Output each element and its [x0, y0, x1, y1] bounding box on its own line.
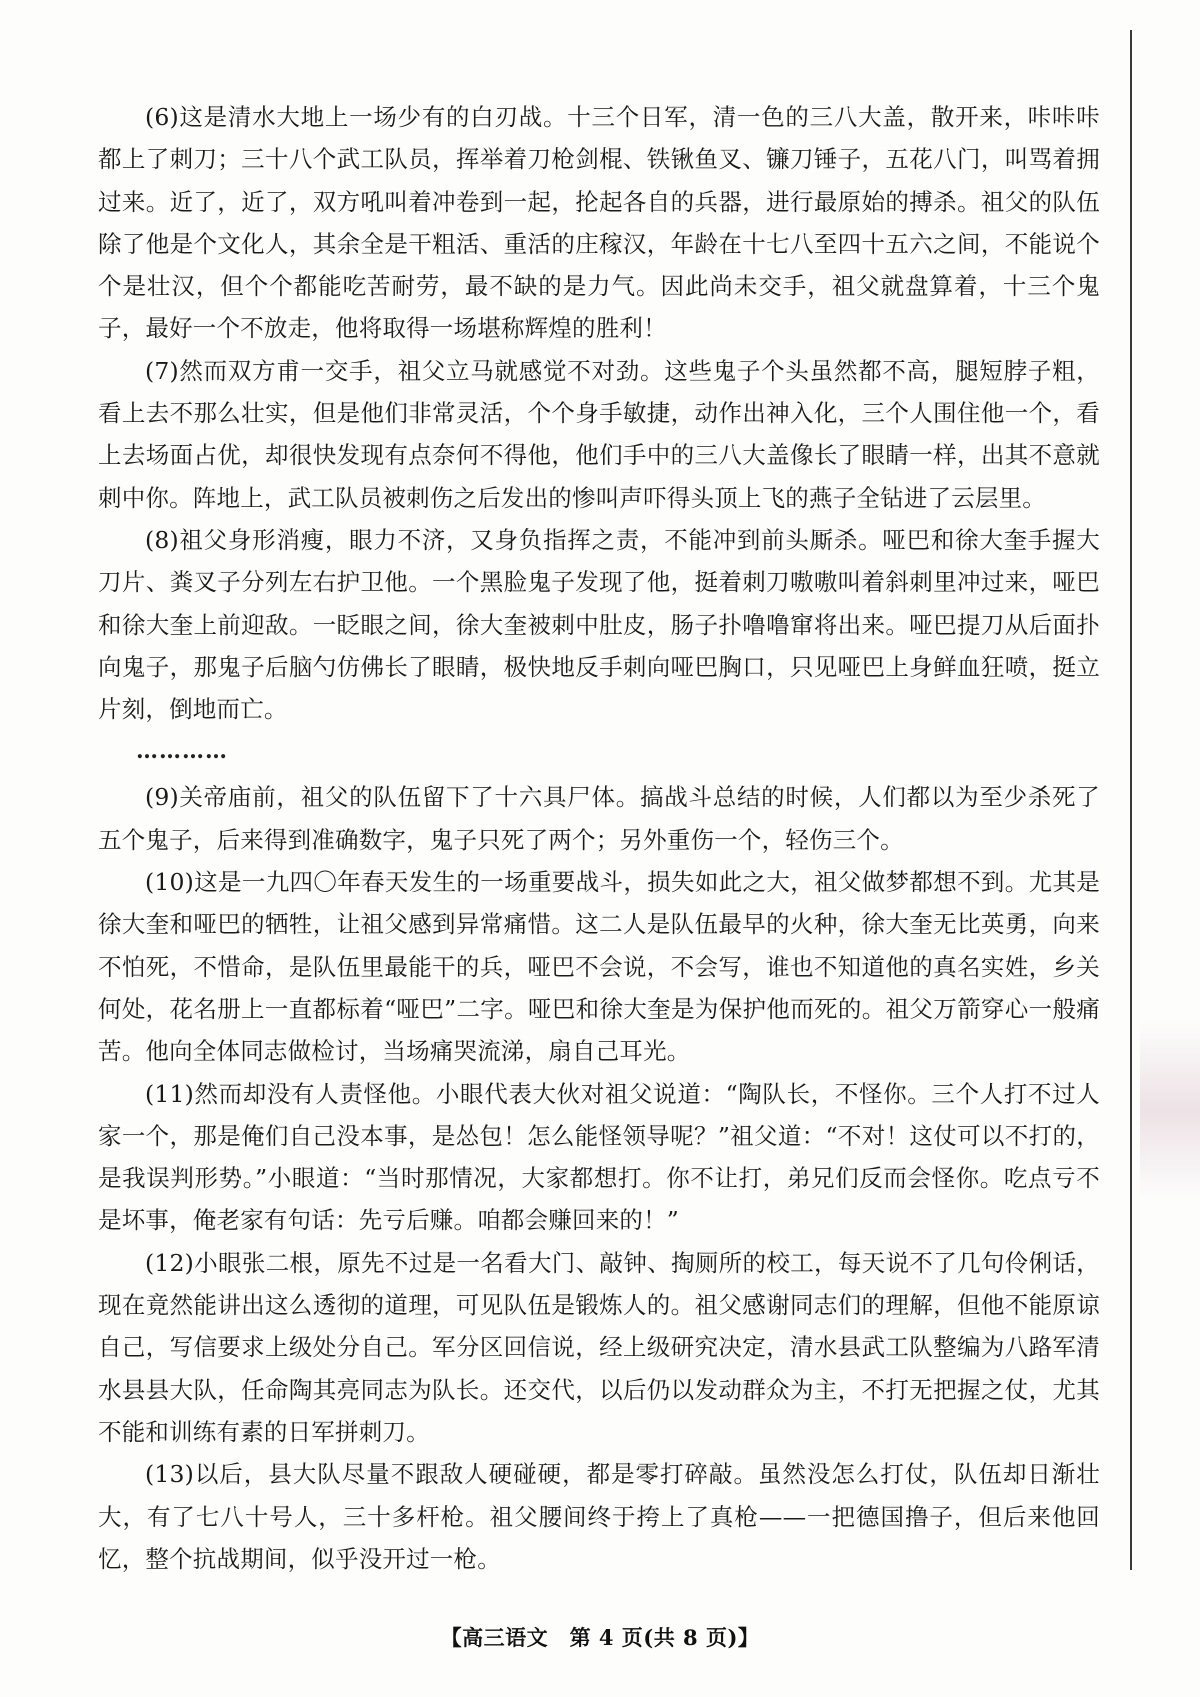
paragraph-7: (7)然而双方甫一交手，祖父立马就感觉不对劲。这些鬼子个头虽然都不高，腿短脖子粗，看上去不那么壮实，但是他们非常灵活，个个身手敏捷，动作出神入化，三个人围住他一个，看上去场面占优，却很快发现有点奈何不得他，他们手中的三八大盖像长了眼睛一样，出其不意就刺中你。阵地上，武工队员被刺伤之后发出的惨叫声吓得头顶上飞的燕子全钻进了云层里。 — [98, 356, 1100, 512]
scan-smudge — [1140, 1020, 1200, 1200]
paragraph-13: (13)以后，县大队尽量不跟敌人硬碰硬，都是零打碎敲。虽然没怎么打仗，队伍却日渐壮大，有了七八十号人，三十多杆枪。祖父腰间终于挎上了真枪——一把德国撸子，但后来他回忆，整个抗战期间，似乎没开过一枪。 — [98, 1460, 1100, 1573]
page-edge-line — [1130, 30, 1132, 1570]
paragraph-8: (8)祖父身形消瘦，眼力不济，又身负指挥之责，不能冲到前头厮杀。哑巴和徐大奎手握大刀片、粪叉子分列左右护卫他。一个黑脸鬼子发现了他，挺着刺刀嗷嗷叫着斜刺里冲过来，哑巴和徐大奎上前迎敌。一眨眼之间，徐大奎被刺中肚皮，肠子扑噜噜窜将出来。哑巴提刀从后面扑向鬼子，那鬼子后脑勺仿佛长了眼睛，极快地反手刺向哑巴胸口，只见哑巴上身鲜血狂喷，挺立片刻，倒地而亡。 — [98, 525, 1100, 724]
paragraph-9: (9)关帝庙前，祖父的队伍留下了十六具尸体。搞战斗总结的时候，人们都以为至少杀死了五个鬼子，后来得到准确数字，鬼子只死了两个；另外重伤一个，轻伤三个。 — [98, 783, 1100, 854]
omission-ellipsis: ………… — [136, 738, 228, 765]
paragraph-12: (12)小眼张二根，原先不过是一名看大门、敲钟、掏厕所的校工，每天说不了几句伶俐话，现在竟然能讲出这么透彻的道理，可见队伍是锻炼人的。祖父感谢同志们的理解，但他不能原谅自己，写信要求上级处分自己。军分区回信说，经上级研究决定，清水县武工队整编为八路军清水县县大队，任命陶其亮同志为队长。还交代，以后仍以发动群众为主，不打无把握之仗，尤其不能和训练有素的日军拼刺刀。 — [98, 1248, 1100, 1446]
paragraph-11: (11)然而却没有人责怪他。小眼代表大伙对祖父说道：“陶队长，不怪你。三个人打不过人家一个，那是俺们自己没本事，是怂包！怎么能怪领导呢？”祖父道：“不对！这仗可以不打的，是我误判形势。”小眼道：“当时那情况，大家都想打。你不让打，弟兄们反而会怪你。吃点亏不是坏事，俺老家有句话：先亏后赚。咱都会赚回来的！” — [98, 1079, 1100, 1235]
reading-passage — [98, 96, 1100, 1580]
paragraph-6: (6)这是清水大地上一场少有的白刃战。十三个日军，清一色的三八大盖，散开来，咔咔咔都上了刺刀；三十八个武工队员，挥举着刀枪剑棍、铁锹鱼叉、镰刀锤子，五花八门，叫骂着拥过来。近了，近了，双方吼叫着冲卷到一起，抡起各自的兵器，进行最原始的搏杀。祖父的队伍除了他是个文化人，其余全是干粗活、重活的庄稼汉，年龄在十七八至四十五六之间，不能说个个是壮汉，但个个都能吃苦耐劳，最不缺的是力气。因此尚未交手，祖父就盘算着，十三个鬼子，最好一个不放走，他将取得一场堪称辉煌的胜利！ — [98, 103, 1100, 343]
page-footer: 【高三语文 第 4 页(共 8 页)】 — [440, 1625, 760, 1650]
paragraph-10: (10)这是一九四〇年春天发生的一场重要战斗，损失如此之大，祖父做梦都想不到。尤其是徐大奎和哑巴的牺牲，让祖父感到异常痛惜。这二人是队伍最早的火种，徐大奎无比英勇，向来不怕死，不惜命，是队伍里最能干的兵，哑巴不会说，不会写，谁也不知道他的真名实姓，乡关何处，花名册上一直都标着“哑巴”二字。哑巴和徐大奎是为保护他而死的。祖父万箭穿心一般痛苦。他向全体同志做检讨，当场痛哭流涕，扇自己耳光。 — [98, 868, 1100, 1066]
